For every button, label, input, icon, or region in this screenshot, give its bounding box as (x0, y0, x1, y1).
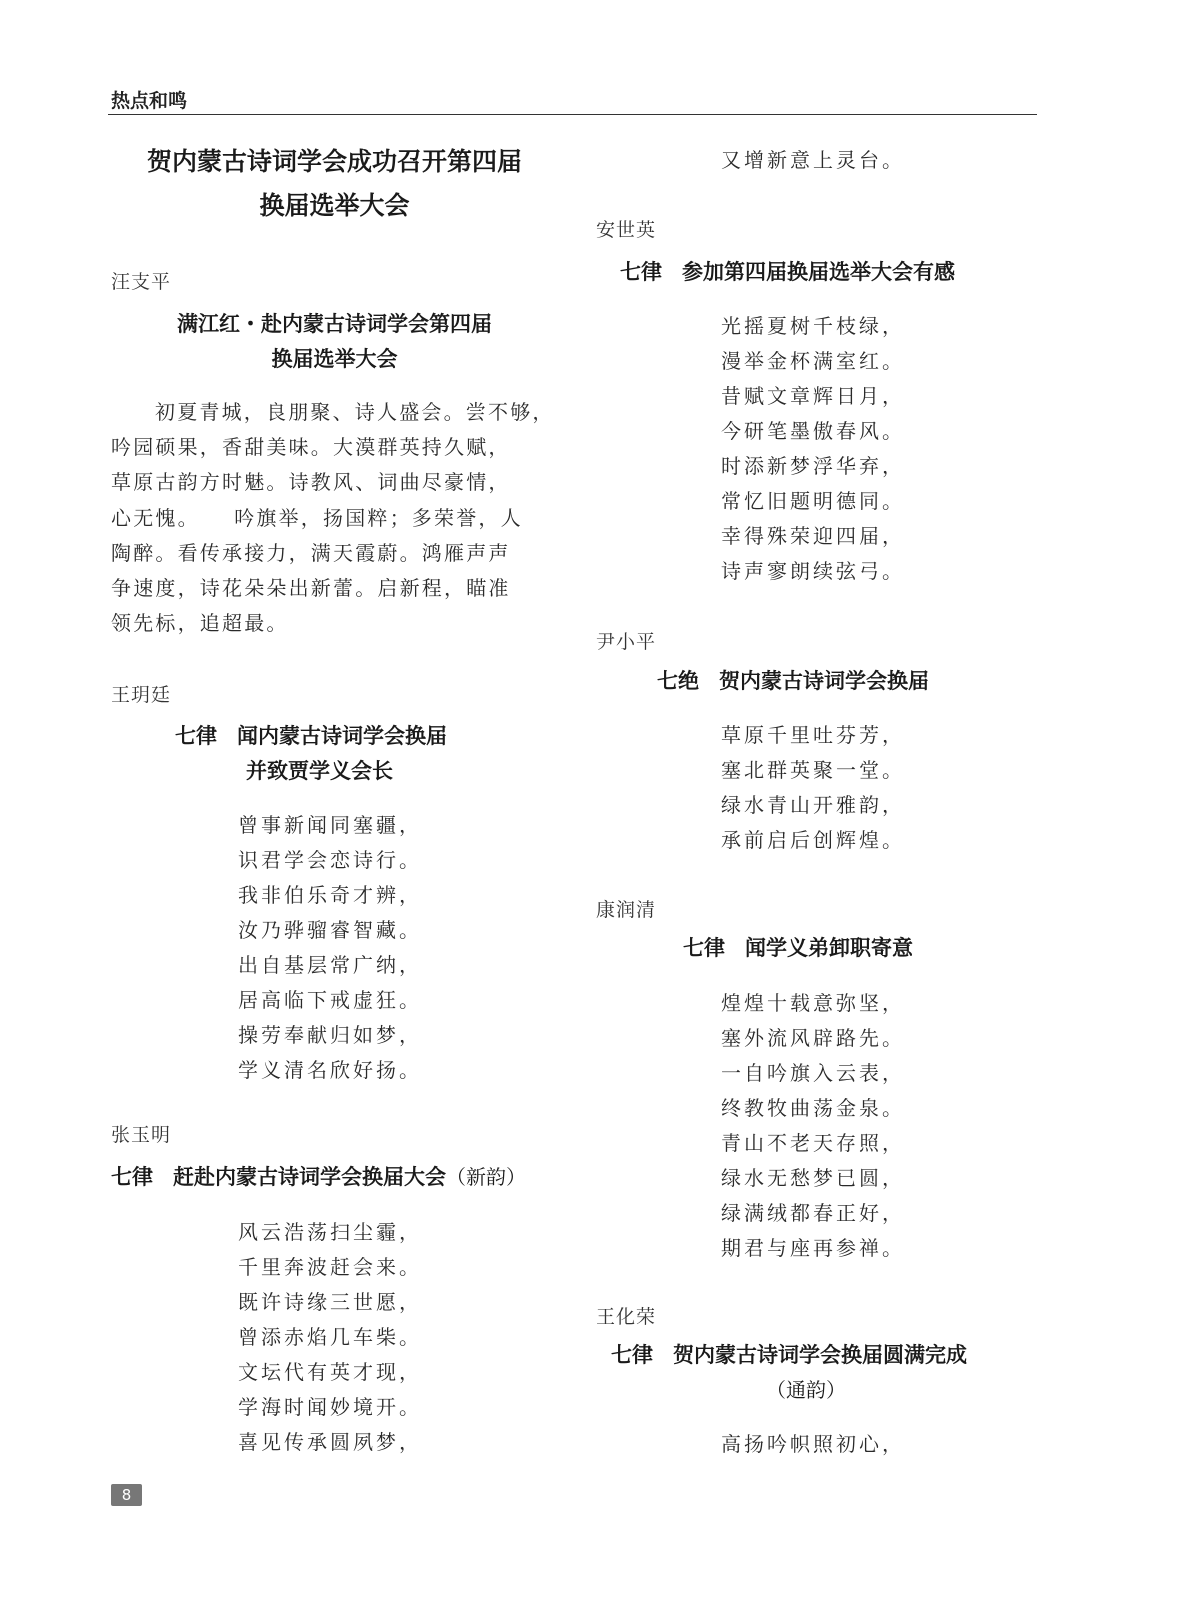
poem-line: 学海时闻妙境开。 (238, 1395, 422, 1419)
poem-title-note: （新韵） (446, 1165, 526, 1189)
poem-line: 幸得殊荣迎四届， (721, 524, 905, 548)
poem-line: 塞北群英聚一堂。 (721, 758, 905, 782)
poem-lines (238, 808, 422, 1088)
poem-author: 尹小平 (596, 631, 657, 653)
poem-title-line2 (766, 1374, 846, 1403)
poem-lines (721, 1427, 905, 1462)
poem-line: 绿水无愁梦已圆， (721, 1166, 905, 1190)
poem-line: 喜见传承圆夙梦， (238, 1430, 422, 1454)
poem-title-text: 赶赴内蒙古诗词学会换届大会 (173, 1165, 446, 1189)
poem-title-line1 (611, 1339, 967, 1369)
poem-title-text: 贺内蒙古诗词学会换届圆满完成 (673, 1343, 967, 1367)
poem-title-line2: 并致贾学义会长 (246, 759, 393, 783)
poem-line: 我非伯乐奇才辨， (238, 883, 422, 907)
poem-author: 康润清 (596, 899, 657, 921)
poem-author: 王化荣 (596, 1306, 657, 1328)
article-title-line2: 换届选举大会 (259, 191, 410, 220)
poem-line: 曾事新闻同塞疆， (238, 813, 422, 837)
poem-title-line1 (620, 256, 955, 286)
poem-title-note: （通韵） (766, 1378, 846, 1402)
poem-line: 高扬吟帜照初心， (721, 1432, 905, 1456)
poem-line: 煌煌十载意弥坚， (721, 991, 905, 1015)
prose-line: 争速度，诗花朵朵出新蕾。启新程，瞄准 (111, 576, 511, 601)
header-rule (108, 114, 1037, 115)
poem-title-line2: 换届选举大会 (271, 347, 398, 371)
poem-line: 期君与座再参禅。 (721, 1236, 905, 1260)
poem-lines-continued (721, 143, 905, 178)
poem-line: 出自基层常广纳， (238, 953, 422, 977)
poem-line: 光摇夏树千枝绿， (721, 314, 905, 338)
poem-line: 学义清名欣好扬。 (238, 1058, 422, 1082)
poem-line: 操劳奉献归如梦， (238, 1023, 422, 1047)
section-label: 热点和鸣 (111, 90, 188, 112)
poem-author: 汪支平 (111, 271, 172, 293)
poem-line: 承前启后创辉煌。 (721, 828, 905, 852)
poem-title-text: 闻内蒙古诗词学会换届 (237, 724, 447, 748)
poem-author: 安世英 (596, 219, 657, 241)
poem-line: 绿水青山开雅韵， (721, 793, 905, 817)
poem-title-line1 (175, 720, 447, 750)
poem-lines (238, 1215, 422, 1460)
poem-line: 汝乃骅骝睿智藏。 (238, 918, 422, 942)
poem-line: 今研笔墨傲春风。 (721, 419, 905, 443)
poem-lines (721, 986, 905, 1266)
poem-title-line1: 满江红・赴内蒙古诗词学会第四届 (177, 312, 492, 336)
poem-form: 七律 (611, 1343, 653, 1367)
poem-form: 七律 (175, 724, 217, 748)
poem-line: 风云浩荡扫尘霾， (238, 1220, 422, 1244)
prose-line: 初夏青城，良朋聚、诗人盛会。尝不够， (155, 400, 555, 424)
poem-line: 既许诗缘三世愿， (238, 1290, 422, 1314)
poem-line: 文坛代有英才现， (238, 1360, 422, 1384)
poem-author: 张玉明 (111, 1124, 172, 1146)
poem-title-line1 (657, 665, 929, 695)
poem-line: 漫举金杯满室红。 (721, 349, 905, 373)
poem-form: 七律 (620, 260, 662, 284)
poem-line: 常忆旧题明德同。 (721, 489, 905, 513)
poem-line: 千里奔波赶会来。 (238, 1255, 422, 1279)
poem-line: 一自吟旗入云表， (721, 1061, 905, 1085)
poem-title-text: 闻学义弟卸职寄意 (745, 936, 913, 960)
poem-line: 昔赋文章辉日月， (721, 384, 905, 408)
poem-form: 七绝 (657, 669, 699, 693)
poem-line: 终教牧曲荡金泉。 (721, 1096, 905, 1120)
poem-line: 识君学会恋诗行。 (238, 848, 422, 872)
prose-line: 草原古韵方时魅。诗教风、词曲尽豪情， (111, 470, 511, 495)
poem-line: 绿满绒都春正好， (721, 1201, 905, 1225)
page-number: 8 (111, 1484, 142, 1506)
poem-title-line1 (111, 1161, 526, 1191)
poem-line: 塞外流风辟路先。 (721, 1026, 905, 1050)
prose-line: 陶醉。看传承接力，满天霞蔚。鸿雁声声 (111, 540, 511, 565)
poem-form: 七律 (683, 936, 725, 960)
poem-line: 时添新梦浮华弃， (721, 454, 905, 478)
prose-line: 吟园硕果，香甜美味。大漠群英持久赋， (111, 435, 511, 460)
poem-line: 诗声寥朗续弦弓。 (721, 559, 905, 583)
prose-line: 心无愧。 吟旗举，扬国粹；多荣誉，人 (111, 505, 523, 530)
poem-line: 草原千里吐芬芳， (721, 723, 905, 747)
poem-lines (721, 309, 905, 589)
article-title-line1: 贺内蒙古诗词学会成功召开第四届 (146, 147, 522, 176)
poem-prose (111, 395, 558, 641)
poem-line: 曾添赤焰几车柴。 (238, 1325, 422, 1349)
poem-line: 又增新意上灵台。 (721, 148, 905, 172)
poem-line: 青山不老天存照， (721, 1131, 905, 1155)
poem-form: 七律 (111, 1165, 153, 1189)
poem-title-text: 贺内蒙古诗词学会换届 (719, 669, 929, 693)
poem-title-text: 参加第四届换届选举大会有感 (682, 260, 955, 284)
prose-line: 领先标，追超最。 (111, 611, 289, 636)
poem-lines (721, 718, 905, 858)
poem-title-line1 (683, 932, 913, 962)
poem-line: 居高临下戒虚狂。 (238, 988, 422, 1012)
poem-author: 王玥廷 (111, 684, 172, 706)
